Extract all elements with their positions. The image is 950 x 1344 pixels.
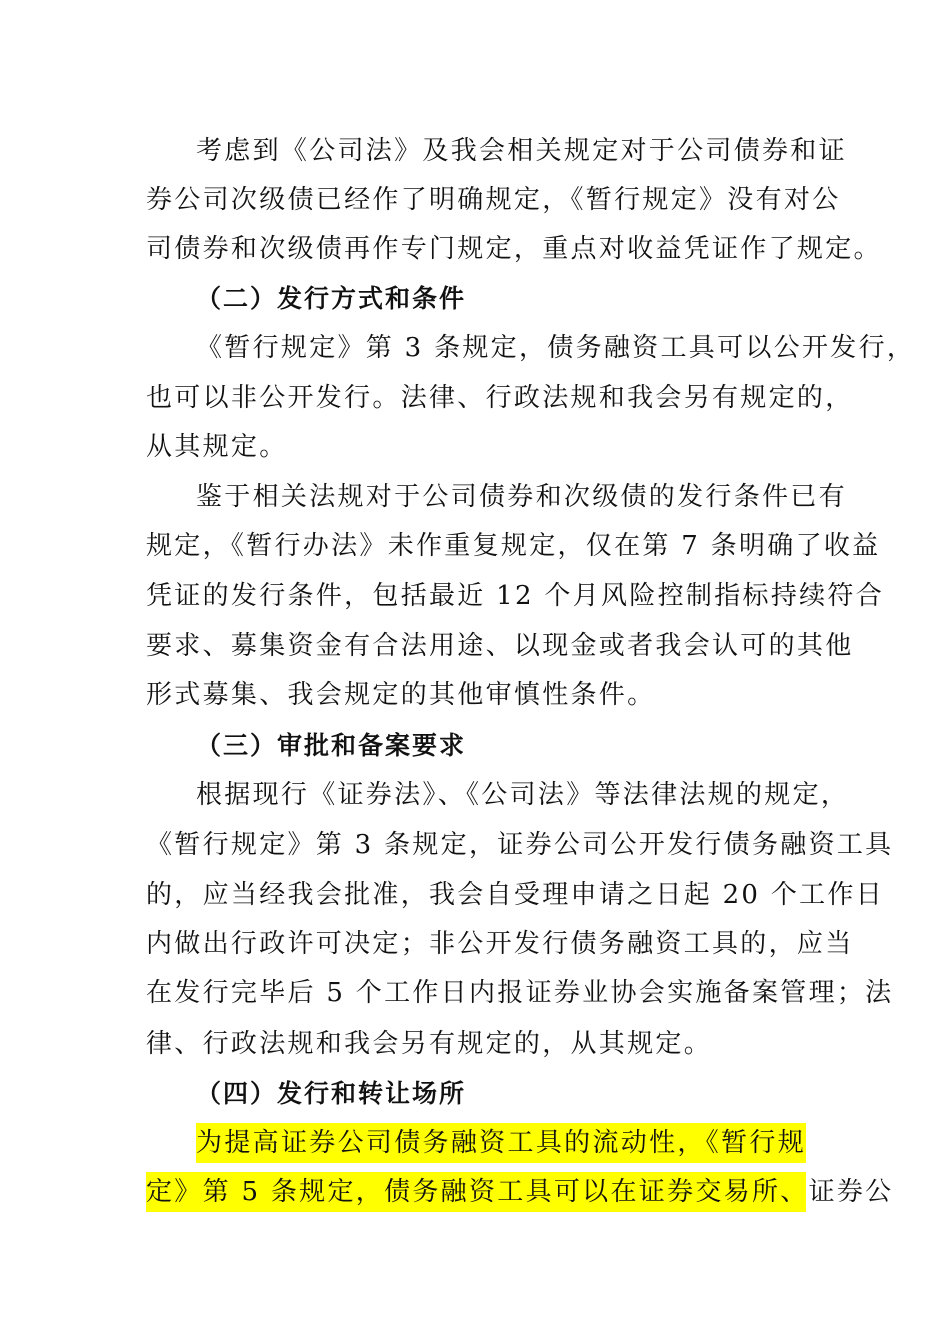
highlighted-paragraph-line: 为提高证券公司债务融资工具的流动性，《暂行规 xyxy=(196,1123,806,1163)
paragraph-line: 也可以非公开发行。法律、行政法规和我会另有规定的， xyxy=(146,383,854,413)
section-heading-2: （二）发行方式和条件 xyxy=(196,284,467,313)
paragraph-line: 根据现行《证券法》、《公司法》等法律法规的规定， xyxy=(196,780,850,810)
paragraph-line: 的，应当经我会批准，我会自受理申请之日起 20 个工作日 xyxy=(146,880,885,910)
paragraph-line: 券公司次级债已经作了明确规定，《暂行规定》没有对公 xyxy=(146,185,841,215)
paragraph-line: 内做出行政许可决定；非公开发行债务融资工具的，应当 xyxy=(146,929,854,959)
paragraph-line: 从其规定。 xyxy=(146,432,288,462)
paragraph-line: 《暂行规定》第 3 条规定，债务融资工具可以公开发行， xyxy=(196,333,916,363)
section-heading-3: （三）审批和备案要求 xyxy=(196,731,467,760)
paragraph-line: 《暂行规定》第 3 条规定，证券公司公开发行债务融资工具 xyxy=(146,830,894,860)
highlighted-paragraph-line: 定》第 5 条规定，债务融资工具可以在证券交易所、证券公 xyxy=(146,1172,806,1212)
paragraph-line: 在发行完毕后 5 个工作日内报证券业协会实施备案管理；法 xyxy=(146,978,894,1008)
paragraph-line: 凭证的发行条件，包括最近 12 个月风险控制指标持续符合 xyxy=(146,581,885,611)
section-heading-4: （四）发行和转让场所 xyxy=(196,1079,467,1108)
paragraph-line: 鉴于相关法规对于公司债券和次级债的发行条件已有 xyxy=(196,482,847,512)
paragraph-line: 考虑到《公司法》及我会相关规定对于公司债券和证 xyxy=(196,136,847,166)
paragraph-line: 律、行政法规和我会另有规定的，从其规定。 xyxy=(146,1029,713,1059)
paragraph-line: 要求、募集资金有合法用途、以现金或者我会认可的其他 xyxy=(146,631,854,661)
paragraph-line: 形式募集、我会规定的其他审慎性条件。 xyxy=(146,680,656,710)
paragraph-line: 司债券和次级债再作专门规定，重点对收益凭证作了规定。 xyxy=(146,234,882,264)
paragraph-line: 规定，《暂行办法》未作重复规定，仅在第 7 条明确了收益 xyxy=(146,531,881,561)
